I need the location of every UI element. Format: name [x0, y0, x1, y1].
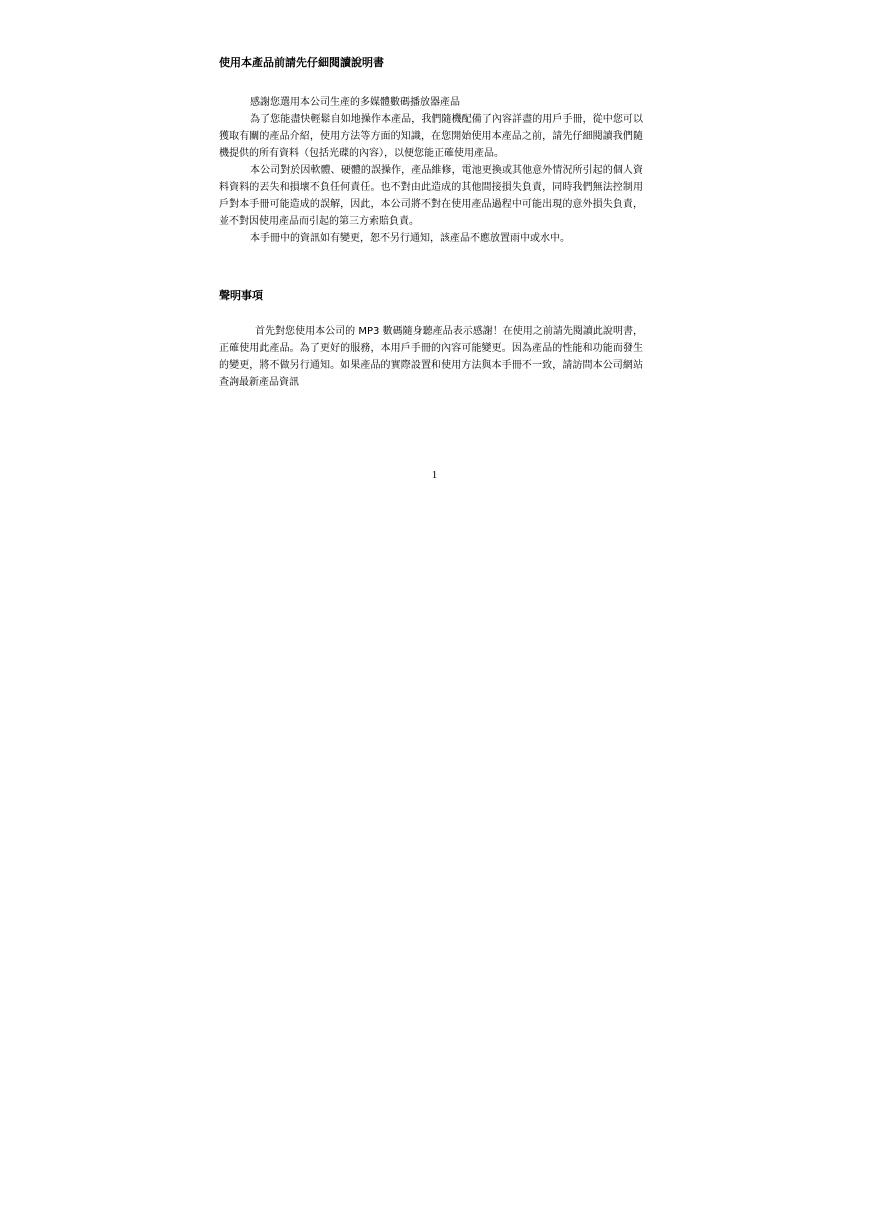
paragraph-change-notice: 本手冊中的資訊如有變更，恕不另行通知，該產品不應放置雨中或水中。: [250, 233, 570, 244]
page-content: [219, 56, 643, 391]
paragraph-thanks: 感謝您選用本公司生產的多媒體數碼播放器產品: [250, 97, 460, 108]
paragraph-liability: 本公司對於因軟體、硬體的誤操作，產品維修，電池更換或其他意外情況所引起的個人資料資料的丟失和損壞不負任何責任。也不對由此造成的其他間接損失負責，同時我們無法控制用戶對本手冊可能造成的誤解，因此，本公司將不對在使用產品過程中可能出現的意外損失負責，並不對因使用產品而引起的第三方索賠負責。: [219, 165, 643, 227]
paragraph-statement: 首先對您使用本公司的 MP3 數碼隨身聽產品表示感謝！在使用之前請先閱讀此說明書，正確使用此產品。為了更好的服務，本用戶手冊的內容可能變更。因為產品的性能和功能而發生的變更，將不做另行通知。如果產品的實際設置和使用方法與本手冊不一致，請訪問本公司網站查詢最新產品資訊: [219, 326, 643, 388]
section-title-statement: 聲明事項: [219, 289, 263, 302]
page-number: 1: [431, 469, 438, 481]
section-title-read-manual: 使用本產品前請先仔細閱讀說明書: [219, 56, 384, 69]
paragraph-manual-intro: 為了您能盡快輕鬆自如地操作本產品，我們隨機配備了內容詳盡的用戶手冊，從中您可以獲取有關的產品介紹，使用方法等方面的知識，在您開始使用本產品之前，請先仔細閱讀我們隨機提供的所有資料（包括光碟的內容），以便您能正確使用產品。: [219, 114, 643, 159]
